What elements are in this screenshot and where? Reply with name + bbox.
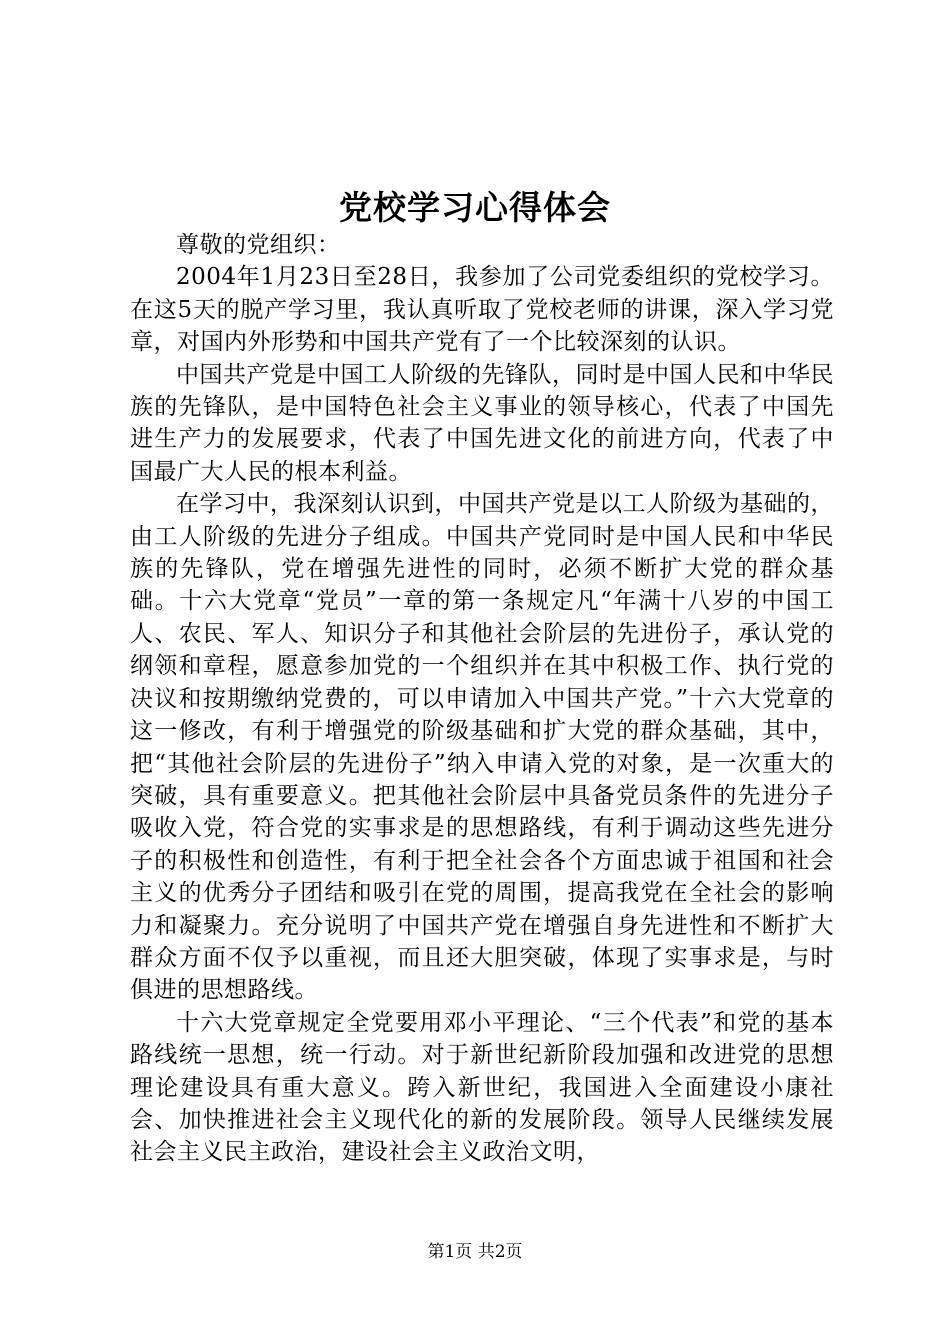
page-number-footer: 第1页 共2页 bbox=[427, 1242, 523, 1262]
salutation: 尊敬的党组织： bbox=[176, 232, 341, 258]
paragraph: 十六大党章规定全党要用邓小平理论、“三个代表”和党的基本路线统一思想，统一行动。对于新世纪新阶段加强和改进党的思想理论建设具有重大意义。跨入新世纪，我国进入全面建设小康社会、加快推进社会主义现代化的新的发展阶段。领导人民继续发展社会主义民主政治，建设社会主义政治文明， bbox=[130, 1009, 834, 1166]
document-title: 党校学习心得体会 bbox=[339, 188, 611, 227]
paragraph: 在学习中，我深刻认识到，中国共产党是以工人阶级为基础的，由工人阶级的先进分子组成。中国共产党同时是中国人民和中华民族的先锋队，党在增强先进性的同时，必须不断扩大党的群众基础。十六大党章“党员”一章的第一条规定凡“年满十八岁的中国工人、农民、军人、知识分子和其他社会阶层的先进份子，承认党的纲领和章程，愿意参加党的一个组织并在其中积极工作、执行党的决议和按期缴纳党费的，可以申请加入中国共产党。”十六大党章的这一修改，有利于增强党的阶级基础和扩大党的群众基础，其中，把“其他社会阶层的先进份子”纳入申请入党的对象，是一次重大的突破，具有重要意义。把其他社会阶层中具备党员条件的先进分子吸收入党，符合党的实事求是的思想路线，有利于调动这些先进分子的积极性和创造性，有利于把全社会各个方面忠诚于祖国和社会主义的优秀分子团结和吸引在党的周围，提高我党在全社会的影响力和凝聚力。充分说明了中国共产党在增强自身先进性和不断扩大群众方面不仅予以重视，而且还大胆突破，体现了实事求是，与时俱进的思想路线。 bbox=[130, 491, 834, 1004]
document-body bbox=[130, 229, 834, 1169]
paragraph: 2004年1月23日至28日，我参加了公司党委组织的党校学习。在这5天的脱产学习里，我认真听取了党校老师的讲课，深入学习党章，对国内外形势和中国共产党有了一个比较深刻的认识。 bbox=[130, 264, 834, 356]
paragraph: 中国共产党是中国工人阶级的先锋队，同时是中国人民和中华民族的先锋队，是中国特色社会主义事业的领导核心，代表了中国先进生产力的发展要求，代表了中国先进文化的前进方向，代表了中国最广大人民的根本利益。 bbox=[130, 361, 834, 485]
